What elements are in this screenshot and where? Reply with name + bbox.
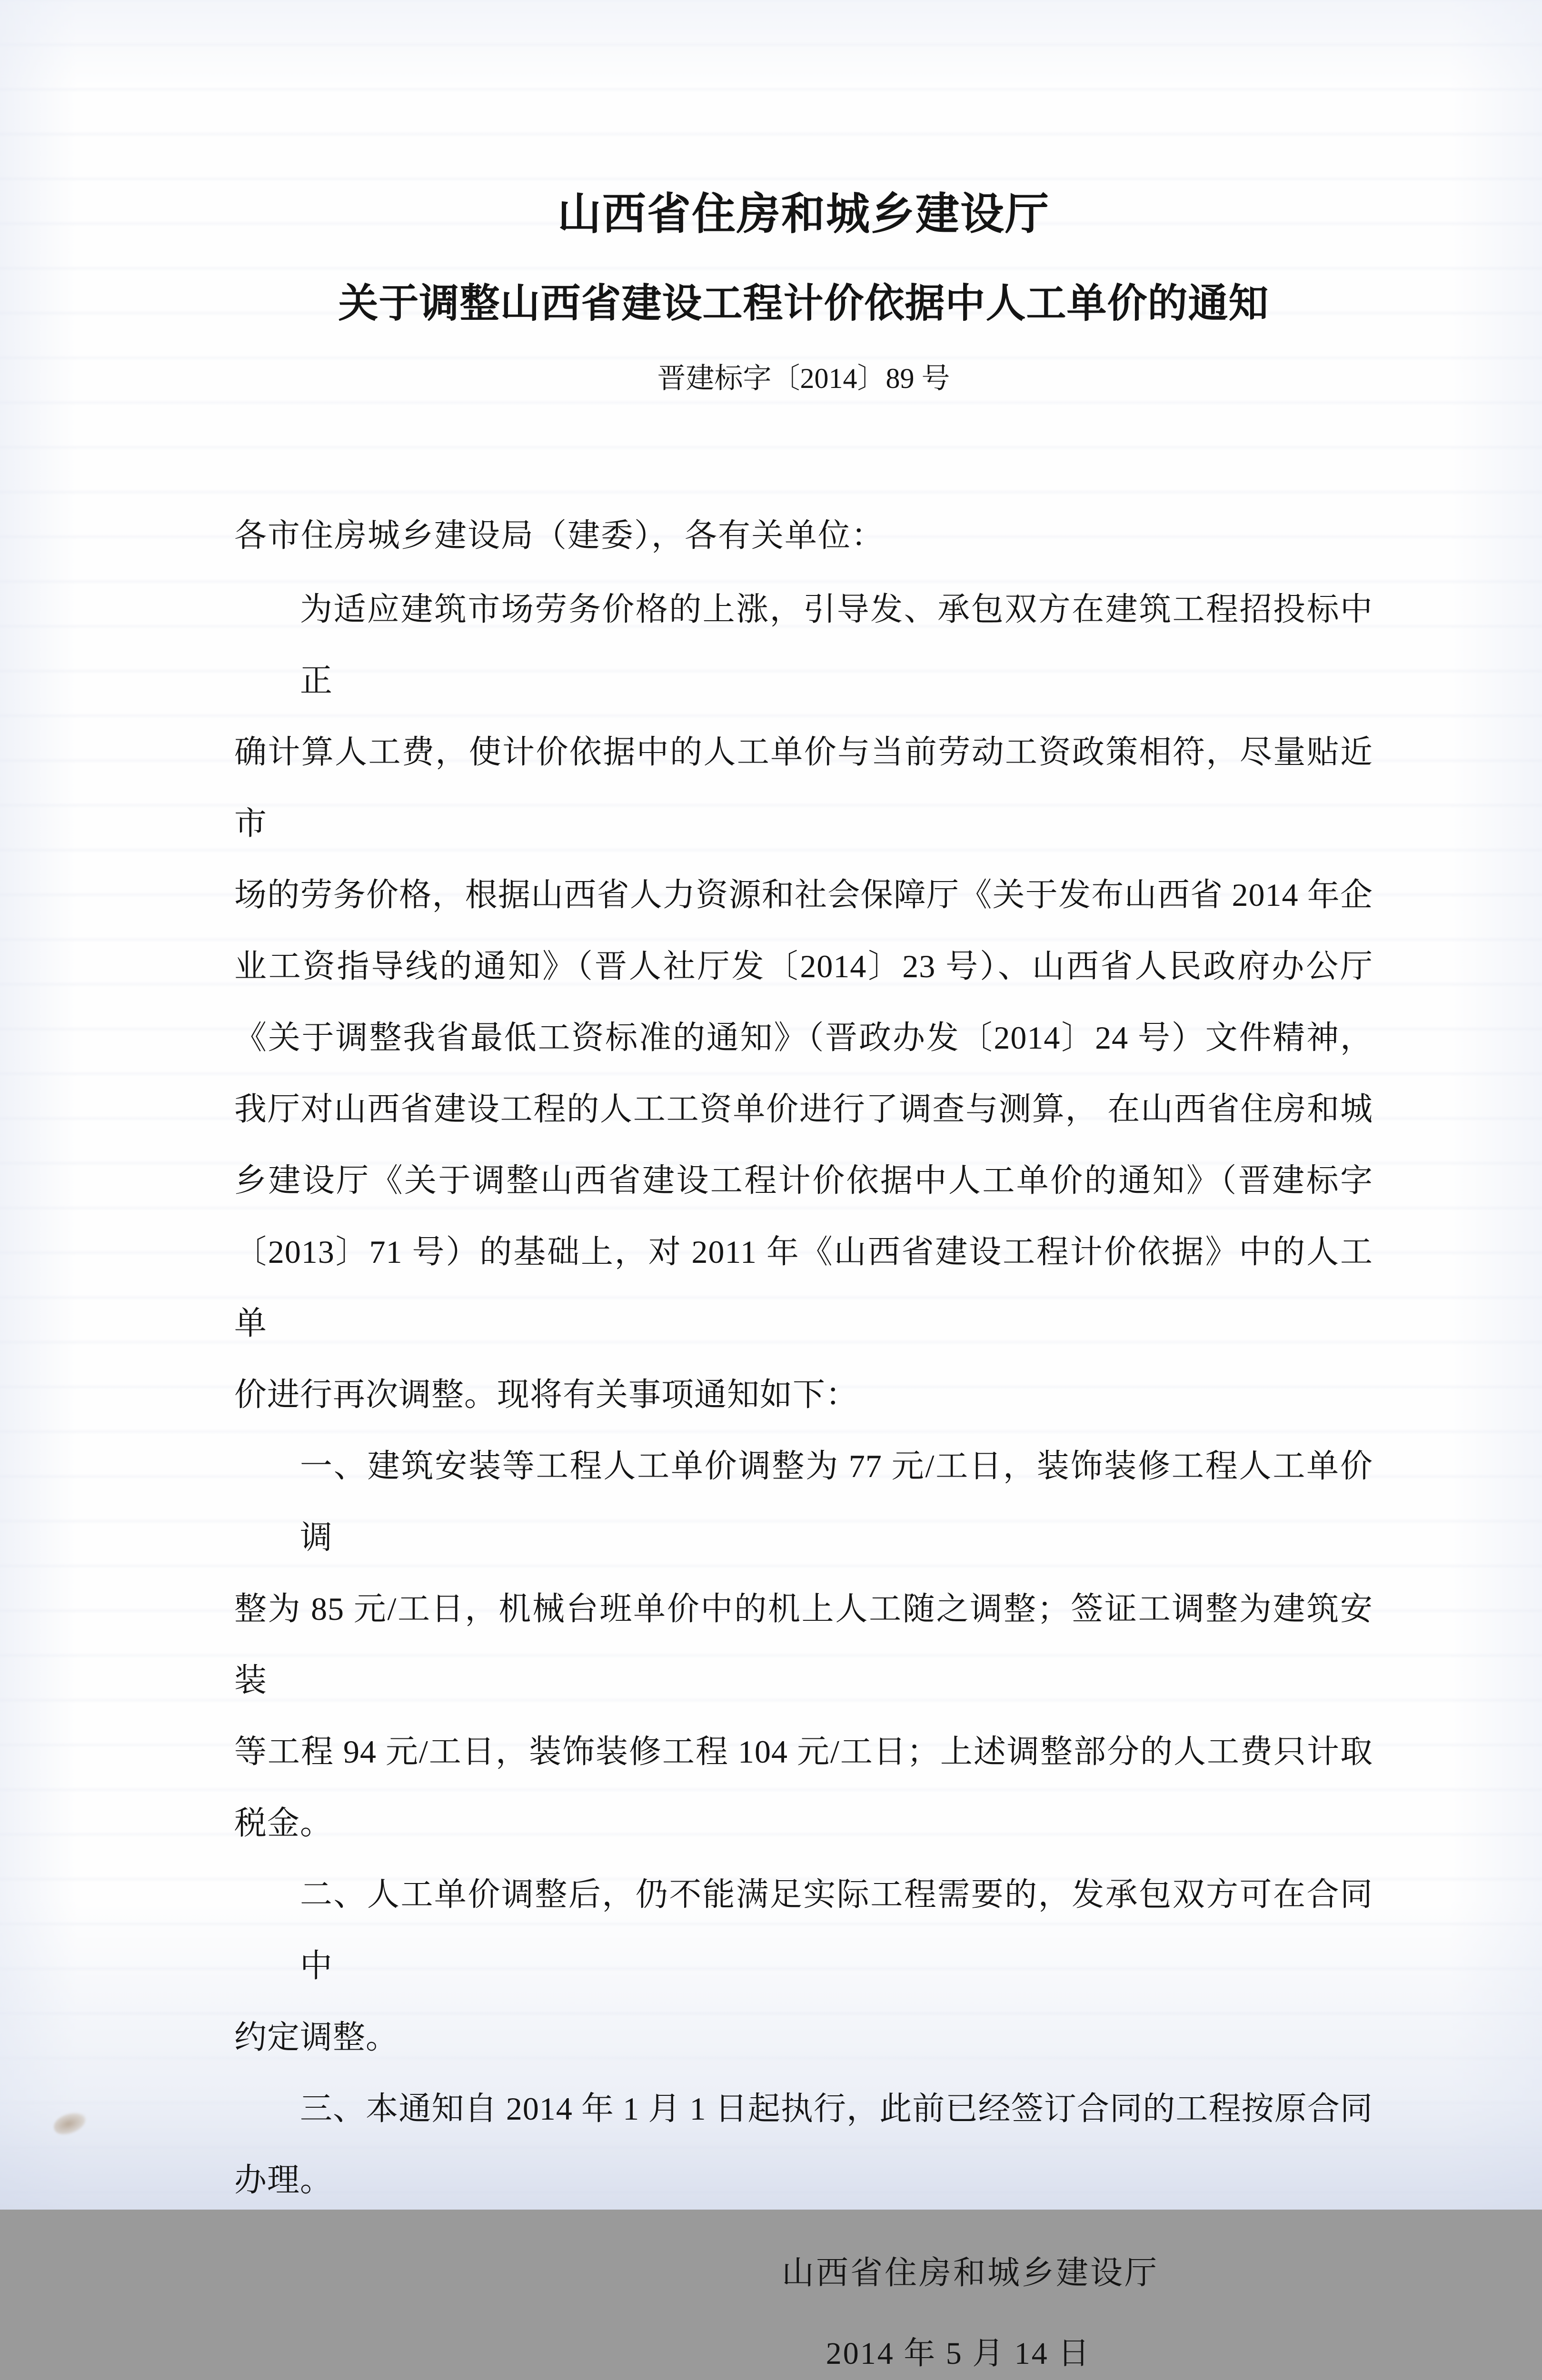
- body-line: 业工资指导线的通知》（晋人社厅发〔2014〕23 号）、山西省人民政府办公厅: [234, 948, 1373, 984]
- body-line: 税金。: [234, 1805, 333, 1841]
- issuing-authority-title: 山西省住房和城乡建设厅: [557, 190, 1050, 238]
- signature-authority: 山西省住房和城乡建设厅: [781, 2255, 1159, 2291]
- signature-date: 2014 年 5 月 14 日: [826, 2336, 1091, 2371]
- body-line: 等工程 94 元/工日，装饰装修工程 104 元/工日；上述调整部分的人工费只计取: [234, 1734, 1373, 1770]
- document-number: 晋建标字〔2014〕89 号: [657, 363, 950, 394]
- body-line: 确计算人工费，使计价依据中的人工单价与当前劳动工资政策相符，尽量贴近市: [234, 734, 1373, 842]
- body-line: 整为 85 元/工日，机械台班单价中的机上人工随之调整；签证工调整为建筑安装: [234, 1591, 1373, 1698]
- body-line: 价进行再次调整。现将有关事项通知如下：: [234, 1377, 859, 1413]
- body-line: 办理。: [234, 2162, 333, 2198]
- body-line: 乡建设厅《关于调整山西省建设工程计价依据中人工单价的通知》（晋建标字: [234, 1162, 1373, 1199]
- body-line: 三、本通知自 2014 年 1 月 1 日起执行，此前已经签订合同的工程按原合同: [300, 2091, 1373, 2127]
- body-line: 约定调整。: [234, 2019, 399, 2055]
- notice-subject-title: 关于调整山西省建设工程计价依据中人工单价的通知: [338, 281, 1269, 326]
- body-line: 《关于调整我省最低工资标准的通知》（晋政办发〔2014〕24 号）文件精神，: [234, 1020, 1373, 1056]
- body-line: 二、人工单价调整后，仍不能满足实际工程需要的，发承包双方可在合同中: [300, 1876, 1373, 1984]
- notice-body: [234, 574, 1373, 2216]
- body-line: 〔2013〕71 号）的基础上，对 2011 年《山西省建设工程计价依据》中的人工单: [234, 1234, 1373, 1341]
- body-line: 我厅对山西省建设工程的人工工资单价进行了调查与测算， 在山西省住房和城: [234, 1091, 1373, 1127]
- body-line: 一、建筑安装等工程人工单价调整为 77 元/工日，装饰装修工程人工单价调: [300, 1448, 1373, 1556]
- body-line: 场的劳务价格，根据山西省人力资源和社会保障厅《关于发布山西省 2014 年企: [234, 877, 1373, 913]
- body-line: 为适应建筑市场劳务价格的上涨，引导发、承包双方在建筑工程招投标中正: [300, 591, 1373, 699]
- salutation: 各市住房城乡建设局（建委），各有关单位：: [234, 517, 885, 554]
